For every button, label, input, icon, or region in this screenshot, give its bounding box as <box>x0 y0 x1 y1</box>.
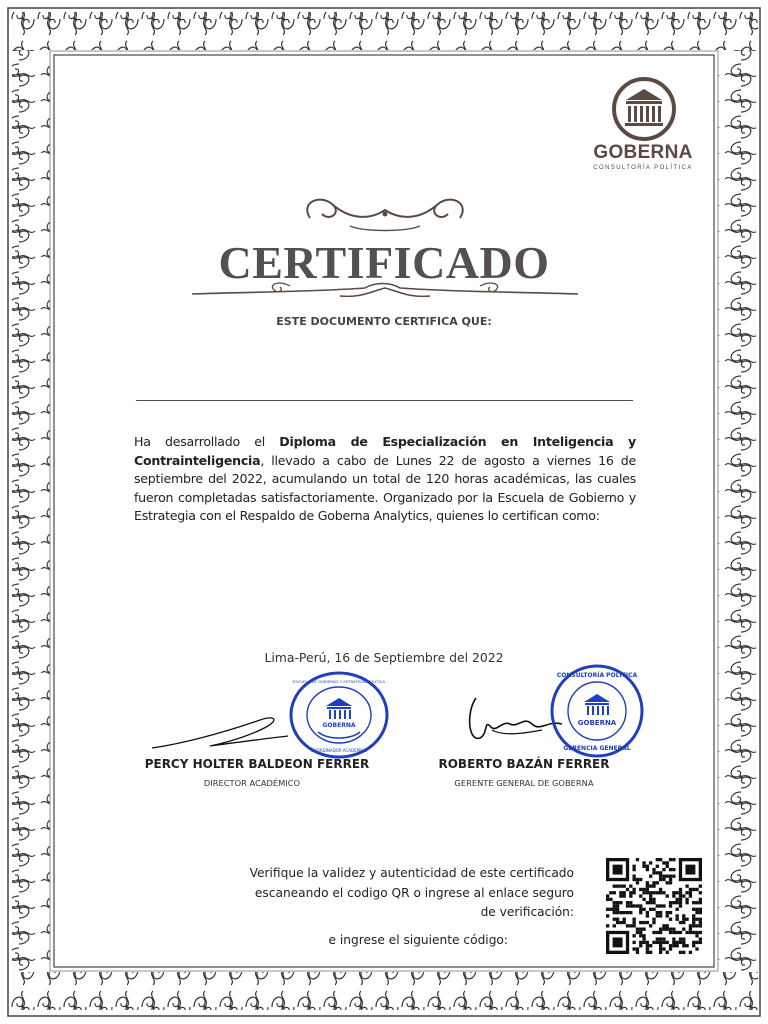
certificate-body <box>134 433 636 526</box>
signatory-role-roberto: GERENTE GENERAL DE GOBERNA <box>454 778 594 788</box>
stamp-consultoria-politica <box>547 664 647 758</box>
columns-building-icon <box>588 76 698 142</box>
stamp-right-bottom-text: GERENCIA GENERAL <box>563 745 631 752</box>
signatory-name-roberto: ROBERTO BAZÁN FERRER <box>438 757 610 771</box>
recipient-name-line <box>136 400 633 401</box>
stamp-left-bottom-text: COORDINADOR ACADÉMICO <box>310 748 368 753</box>
signatures-area <box>0 660 768 800</box>
title-flourish-bottom <box>190 278 580 302</box>
signatory-name-percy: PERCY HOLTER BALDEON FERRER <box>144 757 370 771</box>
program-name: Diploma de Especialización en Inteligencia y Contrainteligencia <box>134 434 636 468</box>
stamp-left-top-text: ESCUELA DE GOBIERNO Y ESTRATEGIA POLÍTICA <box>292 679 386 684</box>
stamp-escuela-gobierno <box>288 670 390 760</box>
goberna-logo <box>588 76 698 176</box>
logo-brand: GOBERNA <box>593 142 693 163</box>
place-date: Lima-Perú, 16 de Septiembre del 2022 <box>264 650 504 665</box>
qr-code-icon[interactable] <box>606 858 702 954</box>
body-intro: Ha desarrollado el <box>134 434 280 449</box>
signatory-role-percy: DIRECTOR ACADÉMICO <box>203 778 301 788</box>
title-flourish-top <box>290 190 480 234</box>
stamp-right-center: GOBERNA <box>577 719 617 727</box>
verification-text: Verifique la validez y autenticidad de este certificado escaneando el codigo QR o ingrese al enlace seguro de verificación: <box>249 866 574 919</box>
stamp-left-center: GOBERNA <box>322 722 356 729</box>
signature-percy <box>150 712 290 752</box>
certificate-subtitle: ESTE DOCUMENTO CERTIFICA QUE: <box>276 315 492 328</box>
certificate-title: CERTIFICADO <box>218 237 550 288</box>
body-rest: , llevado a cabo de Lunes 22 de agosto a viernes 16 de septiembre del 2022, acumulando un total de 120 horas académicas, las cuales fueron completadas satisfactoriamente. Organizado por la Escuela de Gobierno y Estrategia con el Respaldo de Goberna Analytics, quienes lo certifican como: <box>134 452 636 523</box>
verification-code-label: e ingrese el siguiente código: <box>328 933 508 947</box>
stamp-right-top-text: CONSULTORÍA POLÍTICA <box>556 672 638 679</box>
logo-tagline: CONSULTORÍA POLÍTICA <box>593 165 693 171</box>
